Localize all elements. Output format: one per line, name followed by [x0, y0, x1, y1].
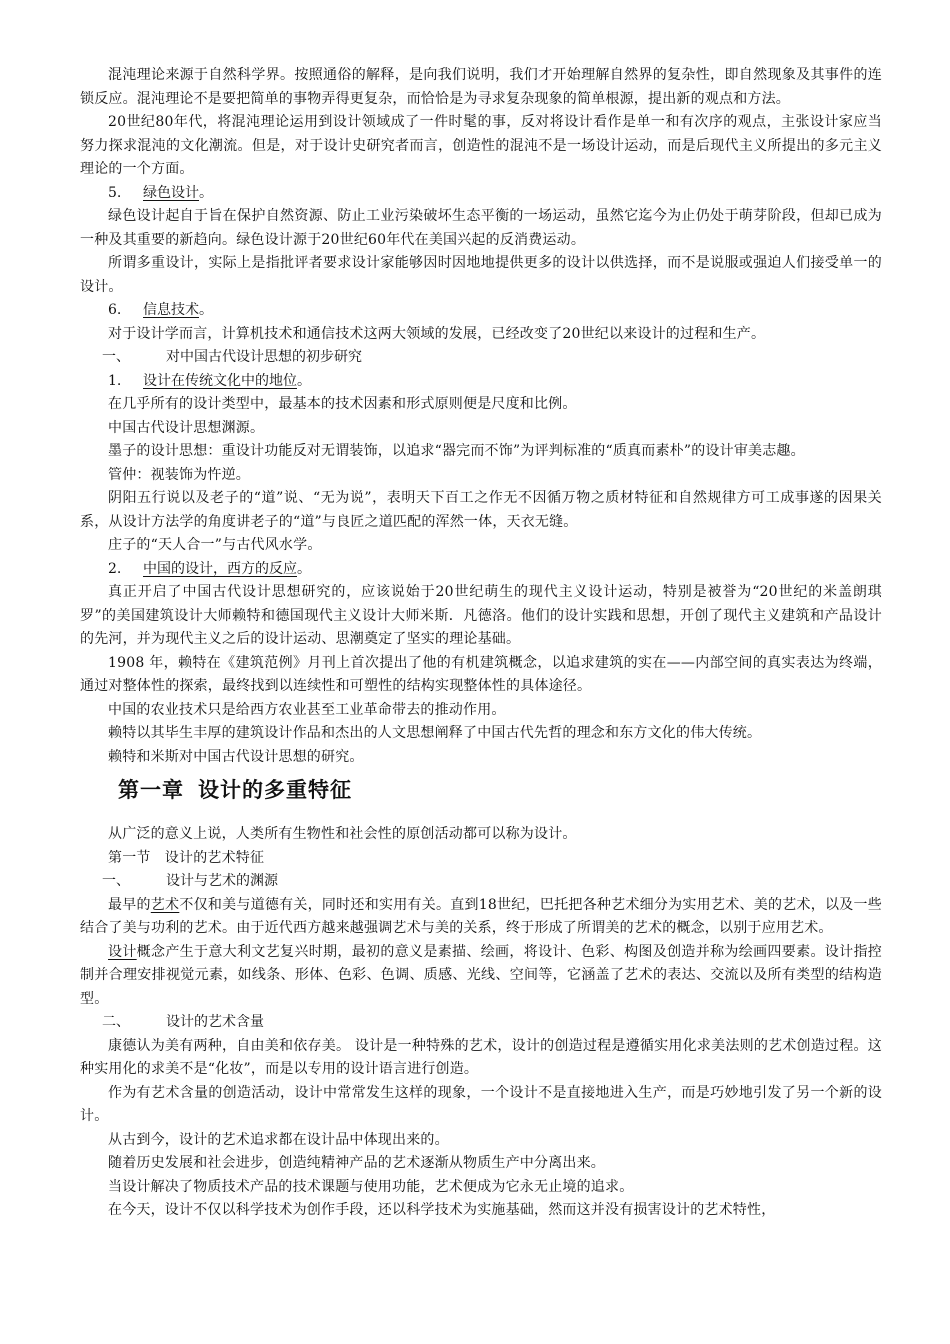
item-number: 5.: [108, 184, 122, 201]
item-suffix: 。: [199, 184, 213, 201]
paragraph: 在几乎所有的设计类型中，最基本的技术因素和形式原则便是尺度和比例。: [108, 396, 577, 412]
item-label: 中国的设计，西方的反应: [143, 560, 297, 577]
section-heading: [80, 1011, 882, 1035]
item-suffix: 。: [297, 372, 311, 389]
paragraph: 中国古代设计思想渊源。: [108, 419, 265, 436]
paragraph: 康德认为美有两种，自由美和依存美。 设计是一种特殊的艺术，设计的创造过程是遵循实用化求美法则的艺术创造过程。这种实用化的求美不是“化妆”，而是以专用的设计语言进行创造。: [80, 1037, 882, 1077]
paragraph: 当设计解决了物质技术产品的技术课题与使用功能，艺术便成为它永无止境的追求。: [108, 1178, 634, 1195]
paragraph: 绿色设计起自于旨在保护自然资源、防止工业污染破坏生态平衡的一场运动，虽然它迄今为止仍处于萌芽阶段，但却已成为一种及其重要的新趋向。绿色设计源于20世纪60年代在美国兴起的反消费运动。: [80, 208, 882, 248]
section-title: 对中国古代设计思想的初步研究: [166, 349, 362, 365]
paragraph: 从广泛的意义上说，人类所有生物性和社会性的原创活动都可以称为设计。: [108, 826, 577, 842]
paragraph: 庄子的“天人合一”与古代风水学。: [108, 537, 322, 553]
item-label: 绿色设计: [143, 184, 199, 201]
paragraph: [80, 941, 882, 1012]
section-heading: [80, 346, 882, 370]
item-suffix: 。: [297, 560, 311, 577]
paragraph: 阴阳五行说以及老子的“道”说、“无为说”，表明天下百工之作无不因循万物之质材特征和自然规律方可工成事遂的因果关系，从设计方法学的角度讲老子的“道”与良匠之道匹配的浑然一体，天衣无缝。: [80, 490, 882, 530]
underlined-term: 艺术: [150, 896, 180, 913]
paragraph: 所谓多重设计，实际上是指批评者要求设计家能够因时因地地提供更多的设计以供选择，而不是说服或强迫人们接受单一的设计。: [80, 255, 882, 295]
document-page: [80, 64, 882, 1223]
paragraph: 作为有艺术含量的创造活动，设计中常常发生这样的现象，一个设计不是直接地进入生产，而是巧妙地引发了另一个新的设计。: [80, 1084, 882, 1124]
numbered-heading: [80, 370, 882, 394]
paragraph: 赖特以其毕生丰厚的建筑设计作品和杰出的人文思想阐释了中国古代先哲的理念和东方文化的伟大传统。: [108, 725, 762, 741]
item-label: 信息技术: [143, 302, 199, 318]
section-number: 二、: [102, 1014, 130, 1030]
numbered-heading: [80, 299, 882, 323]
text-run: 不仅和美与道德有关，同时还和实用有关。直到18世纪，巴托把各种艺术细分为实用艺术、美的艺术，以及一些结合了美与功利的艺术。由于近代西方越来越强调艺术与美的关系，终于形成了所谓美的艺术的概念，以别于应用艺术。: [80, 896, 882, 936]
section-number: 一、: [102, 873, 130, 889]
paragraph: 对于设计学而言，计算机技术和通信技术这两大领域的发展，已经改变了20世纪以来设计的过程和生产。: [108, 325, 766, 342]
numbered-heading: [80, 182, 882, 206]
chapter-number: 第一章: [118, 777, 184, 802]
section-number: 一、: [102, 349, 130, 365]
paragraph: 20世纪80年代，将混沌理论运用到设计领域成了一件时髦的事，反对将设计看作是单一和有次序的观点，主张设计家应当努力探求混沌的文化潮流。但是，对于设计史研究者而言，创造性的混沌不是一场设计运动，而是后现代主义所提出的多元主义理论的一个方面。: [80, 114, 882, 177]
section-heading: [80, 870, 882, 894]
paragraph: 墨子的设计思想：重设计功能反对无谓装饰，以追求“器完而不饰”为评判标准的“质真而素朴”的设计审美志趣。: [108, 443, 805, 459]
paragraph: [80, 894, 882, 941]
paragraph: 真正开启了中国古代设计思想研究的，应该说始于20世纪萌生的现代主义设计运动，特别是被誉为“20世纪的米盖朗琪罗”的美国建筑设计大师赖特和德国现代主义设计大师米斯．凡德洛。他们的设计实践和思想，开创了现代主义建筑和产品设计的先河，并为现代主义之后的设计运动、思潮奠定了坚实的理论基础。: [80, 584, 882, 647]
item-number: 6.: [108, 302, 122, 318]
paragraph: 中国的农业技术只是给西方农业甚至工业革命带去的推动作用。: [108, 701, 506, 718]
paragraph: 管仲：视装饰为忤逆。: [108, 466, 250, 483]
underlined-term: 设计: [108, 943, 137, 960]
item-number: 1.: [108, 372, 122, 389]
section-title: 设计的艺术含量: [166, 1014, 264, 1030]
paragraph: 在今天，设计不仅以科学技术为创作手段，还以科学技术为实施基础，然而这并没有损害设计的艺术特性，: [108, 1202, 776, 1218]
item-suffix: 。: [199, 302, 213, 318]
section-title: 设计与艺术的渊源: [166, 873, 278, 889]
text-run: 最早的: [108, 896, 151, 913]
chapter-heading: [118, 775, 882, 805]
numbered-heading: [80, 558, 882, 582]
chapter-title: 设计的多重特征: [198, 777, 352, 802]
paragraph: 随着历史发展和社会进步，创造纯精神产品的艺术逐渐从物质生产中分离出来。: [108, 1155, 605, 1171]
text-run: 概念产生于意大利文艺复兴时期，最初的意义是素描、绘画，将设计、色彩、构图及创造并称为绘画四要素。设计指控制并合理安排视觉元素，如线条、形体、色彩、色调、质感、光线、空间等，它涵盖了艺术的表达、交流以及所有类型的结构造型。: [80, 943, 882, 1007]
paragraph: 从古到今，设计的艺术追求都在设计品中体现出来的。: [108, 1131, 449, 1148]
paragraph: 1908 年，赖特在《建筑范例》月刊上首次提出了他的有机建筑概念，以追求建筑的实在——内部空间的真实表达为终端，通过对整体性的探索，最终找到以连续性和可塑性的结构实现整体性的具体途径。: [80, 654, 882, 694]
subsection-heading: 第一节 设计的艺术特征: [108, 849, 265, 866]
paragraph: 赖特和米斯对中国古代设计思想的研究。: [108, 748, 364, 765]
item-label: 设计在传统文化中的地位: [143, 372, 297, 389]
item-number: 2.: [108, 560, 122, 577]
paragraph: 混沌理论来源于自然科学界。按照通俗的解释，是向我们说明，我们才开始理解自然界的复杂性，即自然现象及其事件的连锁反应。混沌理论不是要把简单的事物弄得更复杂，而恰恰是为寻求复杂现象的简单根源，提出新的观点和方法。: [80, 67, 882, 107]
